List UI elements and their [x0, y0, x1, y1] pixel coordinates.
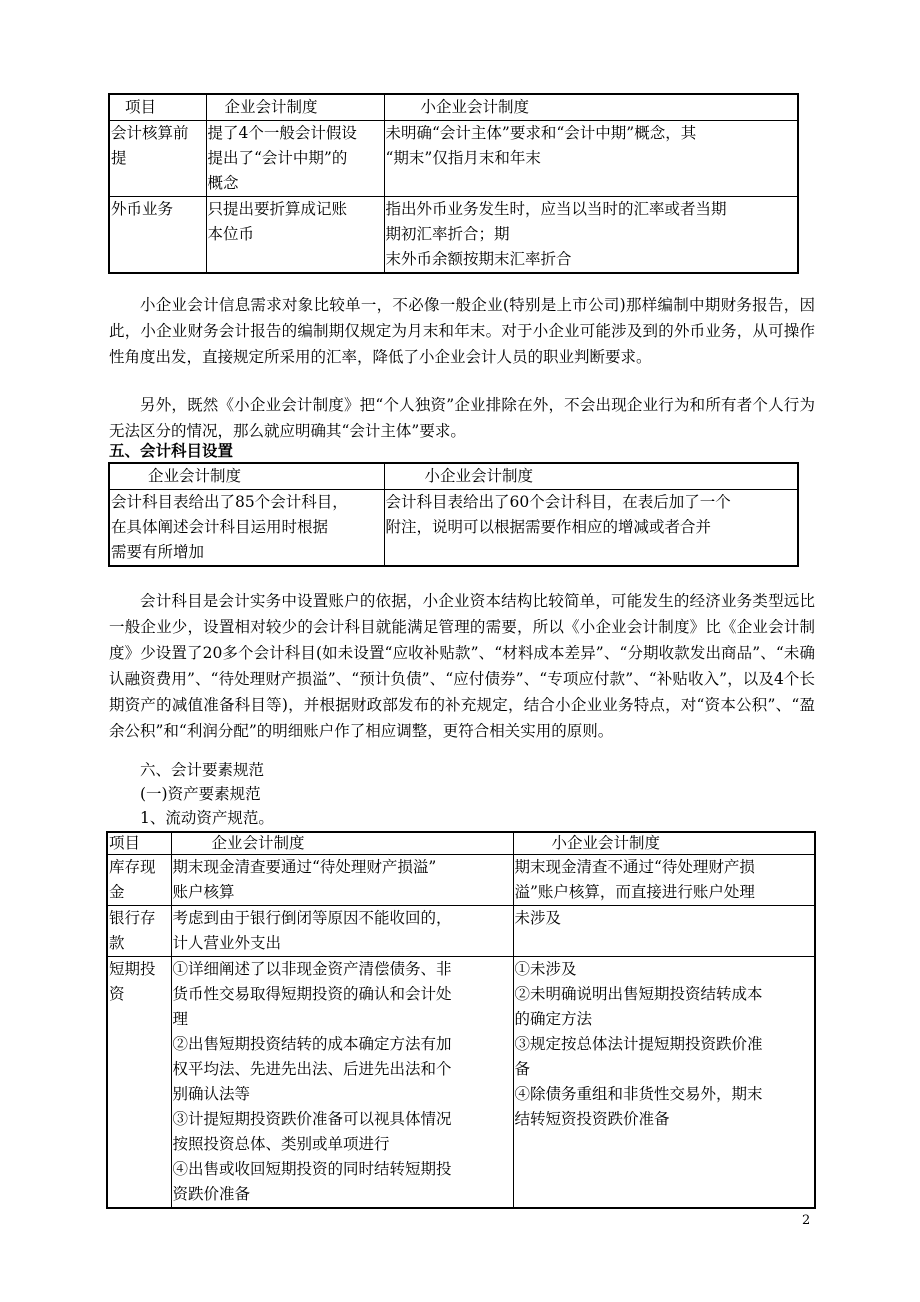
section-heading-6: 六、会计要素规范: [140, 761, 265, 779]
cell-item: 外币业务: [109, 197, 206, 274]
header-cell: 企业会计制度: [109, 463, 384, 490]
table-header-row: [109, 463, 798, 490]
header-cell: 小企业会计制度: [384, 463, 798, 490]
header-cell: 小企业会计制度: [513, 832, 815, 854]
cell-enterprise: ①详细阐述了以非现金资产清偿债务、非 货币性交易取得短期投资的确认和会计处 理 ②出售短期投资结转的成本确定方法有加 权平均法、先进先出法、后进先出法和个 别确认法等 ③计提短期投资跌价准备可以视具体情况 按照投资总体、类别或单项进行 ④出售或收回短期投资的同时结转短期投 资跌价准备: [171, 956, 513, 1208]
table-accounting-basis: [108, 93, 799, 274]
cell-small: 会计科目表给出了60个会计科目，在表后加了一个 附注，说明可以根据需要作相应的增减或者合并: [384, 490, 798, 567]
cell-small: ①未涉及 ②未明确说明出售短期投资结转成本 的确定方法 ③规定按总体法计提短期投资跌价准 备 ④除债务重组和非货性交易外，期末 结转短资投资跌价准备: [513, 956, 815, 1208]
cell-item: 银行存 款: [107, 905, 171, 956]
header-cell: 企业会计制度: [171, 832, 513, 854]
subsection-heading: (一)资产要素规范: [140, 785, 261, 803]
paragraph-report-period: 小企业会计信息需求对象比较单一，不必像一般企业(特别是上市公司)那样编制中期财务报告，因此，小企业财务会计报告的编制期仅规定为月末和年末。对于小企业可能涉及到的外币业务，从可操作性角度出发，直接规定所采用的汇率，降低了小企业会计人员的职业判断要求。: [109, 296, 815, 366]
cell-item: 会计核算前 提: [109, 121, 206, 197]
cell-small: 指出外币业务发生时，应当以当时的汇率或者当期 期初汇率折合；期 末外币余额按期末汇率折合: [384, 197, 798, 274]
table-row: [107, 956, 815, 1208]
table-row: [109, 490, 798, 567]
table-row: [109, 197, 798, 274]
paragraph-account-titles: 会计科目是会计实务中设置账户的依据，小企业资本结构比较简单，可能发生的经济业务类型远比一般企业少，设置相对较少的会计科目就能满足管理的需要，所以《小企业会计制度》比《企业会计制度》少设置了20多个会计科目(如未设置“应收补贴款”、“材料成本差异”、“分期收款发出商品”、“未确认融资费用”、“待处理财产损溢”、“预计负债”、“应付债券”、“专项应付款”、“补贴收入”，以及4个长期资产的减值准备科目等)，并根据财政部发布的补充规定，结合小企业业务特点，对“资本公积”、“盈余公积”和“利润分配”的明细账户作了相应调整，更符合相关实用的原则。: [109, 592, 815, 740]
cell-item: 短期投 资: [107, 956, 171, 1208]
page-number: 2: [802, 1213, 811, 1228]
table-row: [107, 854, 815, 905]
cell-small: 期末现金清查不通过“待处理财产损 溢”账户核算，而直接进行账户处理: [513, 854, 815, 905]
cell-small: 未涉及: [513, 905, 815, 956]
cell-enterprise: 提了4个一般会计假设 提出了“会计中期”的 概念: [206, 121, 384, 197]
table-account-titles: [108, 462, 799, 567]
header-cell: 项目: [107, 832, 171, 854]
cell-enterprise: 期末现金清查要通过“待处理财产损溢” 账户核算: [171, 854, 513, 905]
paragraph-accounting-entity: 另外，既然《小企业会计制度》把“个人独资”企业排除在外，不会出现企业行为和所有者个人行为无法区分的情况，那么就应明确其“会计主体”要求。: [109, 396, 815, 440]
cell-enterprise: 只提出要折算成记账 本位币: [206, 197, 384, 274]
table-row: [109, 121, 798, 197]
subsection-heading: 1、流动资产规范。: [140, 809, 274, 827]
header-cell: 小企业会计制度: [384, 94, 798, 121]
section-heading-5: 五、会计科目设置: [109, 442, 234, 460]
table-row: [107, 905, 815, 956]
cell-item: 库存现 金: [107, 854, 171, 905]
table-header-row: [107, 832, 815, 854]
header-cell: 企业会计制度: [206, 94, 384, 121]
header-cell: 项目: [109, 94, 206, 121]
table-header-row: [109, 94, 798, 121]
cell-small: 未明确“会计主体”要求和“会计中期”概念，其 “期末”仅指月末和年末: [384, 121, 798, 197]
cell-enterprise: 会计科目表给出了85个会计科目， 在具体阐述会计科目运用时根据 需要有所增加: [109, 490, 384, 567]
cell-enterprise: 考虑到由于银行倒闭等原因不能收回的， 计人营业外支出: [171, 905, 513, 956]
table-current-assets: [106, 831, 816, 1209]
